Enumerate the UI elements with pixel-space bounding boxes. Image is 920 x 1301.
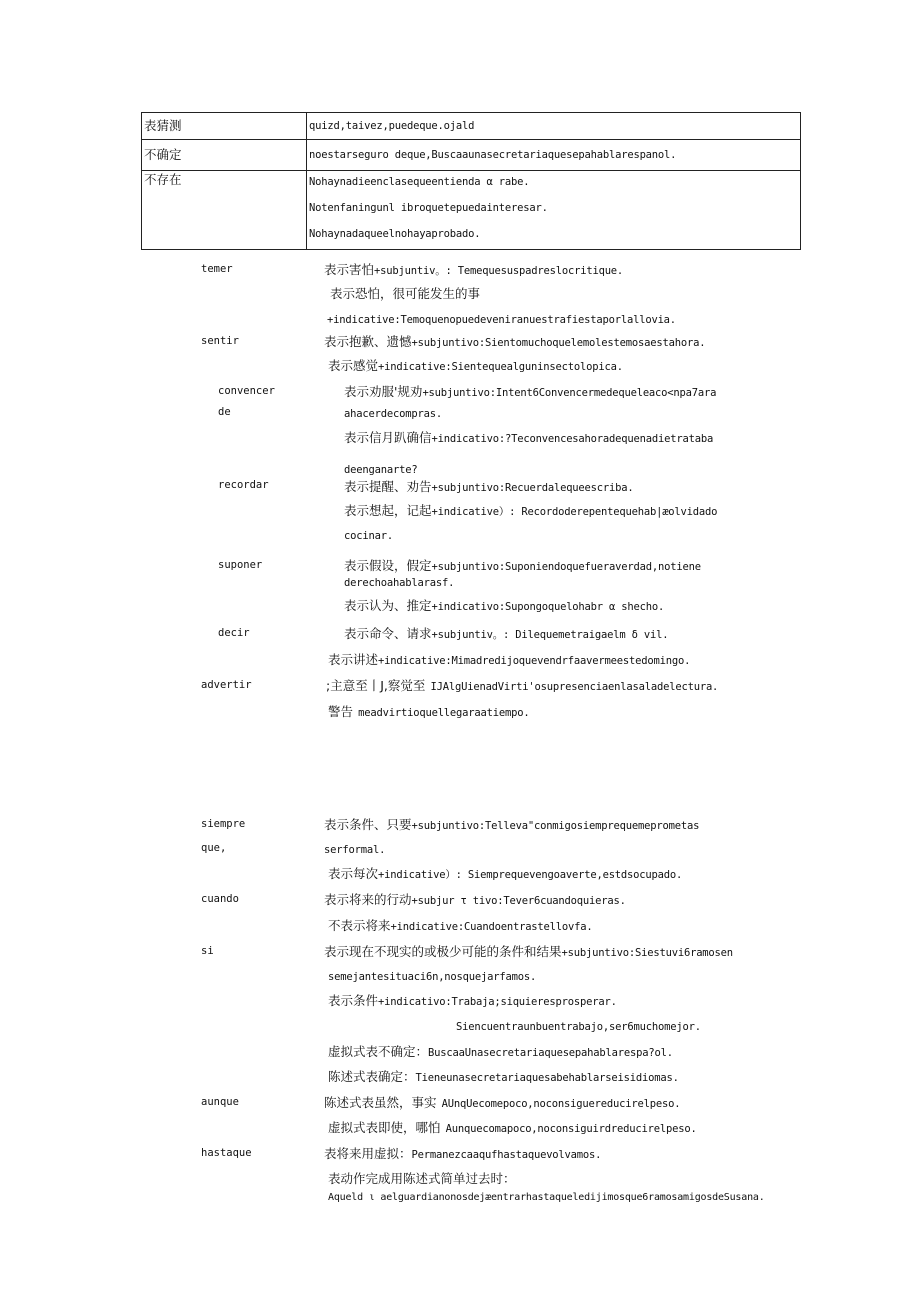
entry-line: 表示提醒、劝告+subjuntivo:Recuerdalequeescriba. [344,479,634,494]
entry-line: Siencuentraunbuentrabajo,ser6muchomejor. [456,1021,701,1033]
entry-line: 表示条件、只要+subjuntivo:Telleva"conmigosiemprequemeprometas [324,817,700,832]
keyword-recordar: recordar [218,479,269,491]
table-row [142,140,801,171]
keyword-temer: temer [201,263,233,275]
row-value: quizd,taivez,puedeque.ojald [307,113,801,140]
keyword-siempre-que: que, [201,842,227,854]
entry-line: 表示假设，假定+subjuntivo:Suponiendoquefueraverdad,notiene [344,558,701,573]
entry-line: 陈述式表确定：Tieneunasecretariaquesabehablarseisidiomas. [328,1069,679,1084]
entry-line: 陈述式表虽然，事实 AUnqUecomepoco,noconsiguereducirelpeso. [324,1095,681,1110]
keyword-siempre: siempre [201,818,246,830]
entry-line: 表示想起，记起+indicative）: Recordoderepentequehab|æolvidado [344,503,718,518]
entry-line: 表将来用虚拟：Permanezcaaqufhastaquevolvamos. [324,1146,602,1161]
entry-line: 虚拟式表即使，哪怕 Aunquecomapoco,noconsiguirdreducirelpeso. [328,1120,697,1135]
entry-line: cocinar. [344,530,393,542]
table-row [142,171,801,250]
entry-line: 表示害怕+subjuntiv。: Temequesuspadreslocritique. [324,262,624,277]
entry-line: ahacerdecompras. [344,408,442,420]
entry-line: semejantesituaci6n,nosquejarfamos. [328,971,537,983]
entry-line: 表示信月趴确信+indicativo:?Teconvencesahoradequenadietrataba [344,430,714,445]
keyword-decir: decir [218,627,250,639]
entry-line: derechoahablarasf. [344,577,455,589]
table-row [142,113,801,140]
keyword-advertir: advertir [201,679,252,691]
row-value: Nohaynadaqueelnohayaprobado. [309,228,481,240]
usage-table [141,112,801,250]
entry-line: 表示条件+indicativo:Trabaja;siquieresprosperar. [328,993,617,1008]
keyword-si: si [201,945,214,957]
entry-line: 表示将来的行动+subjur τ tivo:Tever6cuandoquieras. [324,892,626,907]
entry-line: 表示恐怕，很可能发生的事 [330,286,481,301]
entry-line: serformal. [324,844,386,856]
keyword-suponer: suponer [218,559,263,571]
row-label: 不确定 [142,140,307,171]
keyword-hastaque: hastaque [201,1147,252,1159]
keyword-convencer-de: de [218,406,231,418]
row-value: Nohaynadieenclasequeentienda α rabe. [309,176,530,188]
keyword-convencer: convencer [218,385,275,397]
entry-line: 表示抱歉、遗憾+subjuntivo:Sientomuchoquelemolestemosaestahora. [324,334,706,349]
entry-line: 表示讲述+indicative:Mimadredijoquevendrfaavermeestedomingo. [328,652,691,667]
row-value: Notenfaningunl ibroquetepuedainteresar. [309,202,548,214]
entry-line: +indicative:Temoquenopuedeveniranuestrafiestaporlallovia. [327,314,676,326]
entry-line: 表动作完成用陈述式简单过去时： [328,1171,516,1186]
entry-line: ;主意至丨J,察觉至 IJAlgUienadVirti'osupresenciaenlasaladelectura. [326,678,719,693]
entry-line: 表示感觉+indicative:Sientequealguninsectolopica. [328,358,623,373]
row-label: 表猜测 [142,113,307,140]
keyword-cuando: cuando [201,893,239,905]
entry-line: 不表示将来+indicative:Cuandoentrastellovfa. [328,918,593,933]
entry-line: Aqueld ι aelguardianonosdejæentrarhastaqueledijimosque6ramosamigosdeSusana. [328,1192,765,1203]
entry-line: 表示命令、请求+subjuntiv。: Dilequemetraigaelm δ vil. [344,626,669,641]
keyword-aunque: aunque [201,1096,239,1108]
row-value: noestarseguro deque,Buscaaunasecretariaquesepahablarespanol. [307,140,801,171]
row-label: 不存在 [142,171,307,250]
entry-line: 警告 meadvirtioquellegaraatiempo. [328,704,530,719]
keyword-sentir: sentir [201,335,239,347]
entry-line: 表示现在不现实的或极少可能的条件和结果+subjuntivo:Siestuvi6ramosen [324,944,733,959]
entry-line: 表示认为、推定+indicativo:Supongoquelohabr α shecho. [344,598,665,613]
entry-line: 表示劝服'规劝+subjuntivo:Intent6Convencermedequeleaco<npa7ara [344,384,717,399]
entry-line: 表示每次+indicative）: Siemprequevengoaverte,estdsocupado. [328,866,683,881]
entry-line: deenganarte? [344,464,418,476]
entry-line: 虚拟式表不确定：BuscaaUnasecretariaquesepahablarespa?ol. [328,1044,673,1059]
